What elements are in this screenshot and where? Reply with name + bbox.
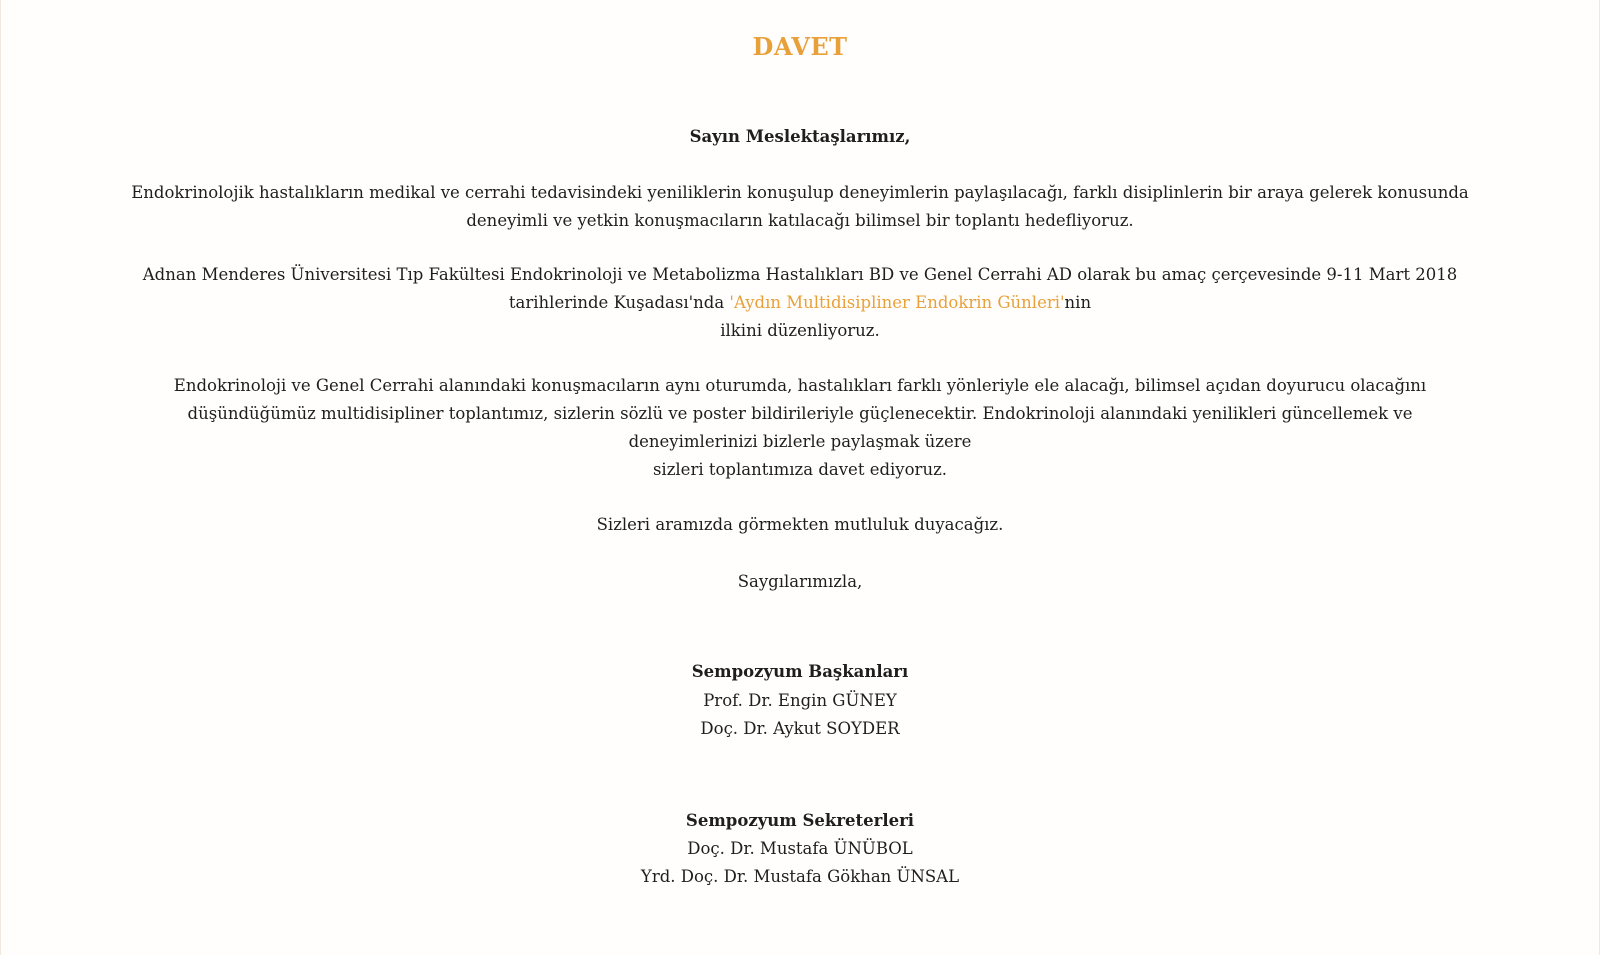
paragraph3-line2: düşündüğümüz multidisipliner toplantımız, sizlerin sözlü ve poster bildirileriyle güçlenecektir. Endokrinoloji alanındaki yenilikleri güncellemek ve — [187, 404, 1413, 423]
president-name: Prof. Dr. Engin GÜNEY — [703, 691, 897, 710]
paragraph3-line3: deneyimlerinizi bizlerle paylaşmak üzere — [628, 432, 972, 451]
secretary-name: Yrd. Doç. Dr. Mustafa Gökhan ÜNSAL — [640, 867, 960, 886]
secretary-name: Doç. Dr. Mustafa ÜNÜBOL — [687, 839, 913, 858]
presidents-heading: Sempozyum Başkanları — [691, 662, 909, 681]
paragraph2-line2 — [1, 293, 1599, 313]
paragraph2-line2-prefix: tarihlerinde Kuşadası'nda — [508, 293, 730, 312]
paragraph1-line2: deneyimli ve yetkin konuşmacıların katılacağı bilimsel bir toplantı hedefliyoruz. — [466, 211, 1134, 230]
letter-title: DAVET — [752, 32, 848, 61]
paragraph2-line1: Adnan Menderes Üniversitesi Tıp Fakültesi Endokrinoloji ve Metabolizma Hastalıkları BD ve Genel Cerrahi AD olarak bu amaç çerçevesinde 9-11 Mart 2018 — [142, 265, 1458, 284]
president-name: Doç. Dr. Aykut SOYDER — [700, 719, 900, 738]
secretaries-heading: Sempozyum Sekreterleri — [685, 811, 915, 830]
paragraph2-line3: ilkini düzenliyoruz. — [720, 321, 880, 340]
paragraph3-line4: sizleri toplantımıza davet ediyoruz. — [652, 460, 948, 479]
event-name-highlight: 'Aydın Multidisipliner Endokrin Günleri' — [729, 293, 1065, 312]
salutation: Sayın Meslektaşlarımız, — [689, 127, 911, 146]
paragraph2-line2-suffix: nin — [1064, 293, 1092, 312]
regards-line: Saygılarımızla, — [737, 572, 863, 591]
closing-line: Sizleri aramızda görmekten mutluluk duyacağız. — [596, 515, 1004, 534]
paragraph3-line1: Endokrinoloji ve Genel Cerrahi alanındaki konuşmacıların aynı oturumda, hastalıkları farklı yönleriyle ele alacağı, bilimsel açıdan doyurucu olacağını — [173, 376, 1427, 395]
paragraph1-line1: Endokrinolojik hastalıkların medikal ve cerrahi tedavisindeki yeniliklerin konuşulup deneyimlerin paylaşılacağı, farklı disiplinlerin bir araya gelerek konusunda — [131, 183, 1469, 202]
